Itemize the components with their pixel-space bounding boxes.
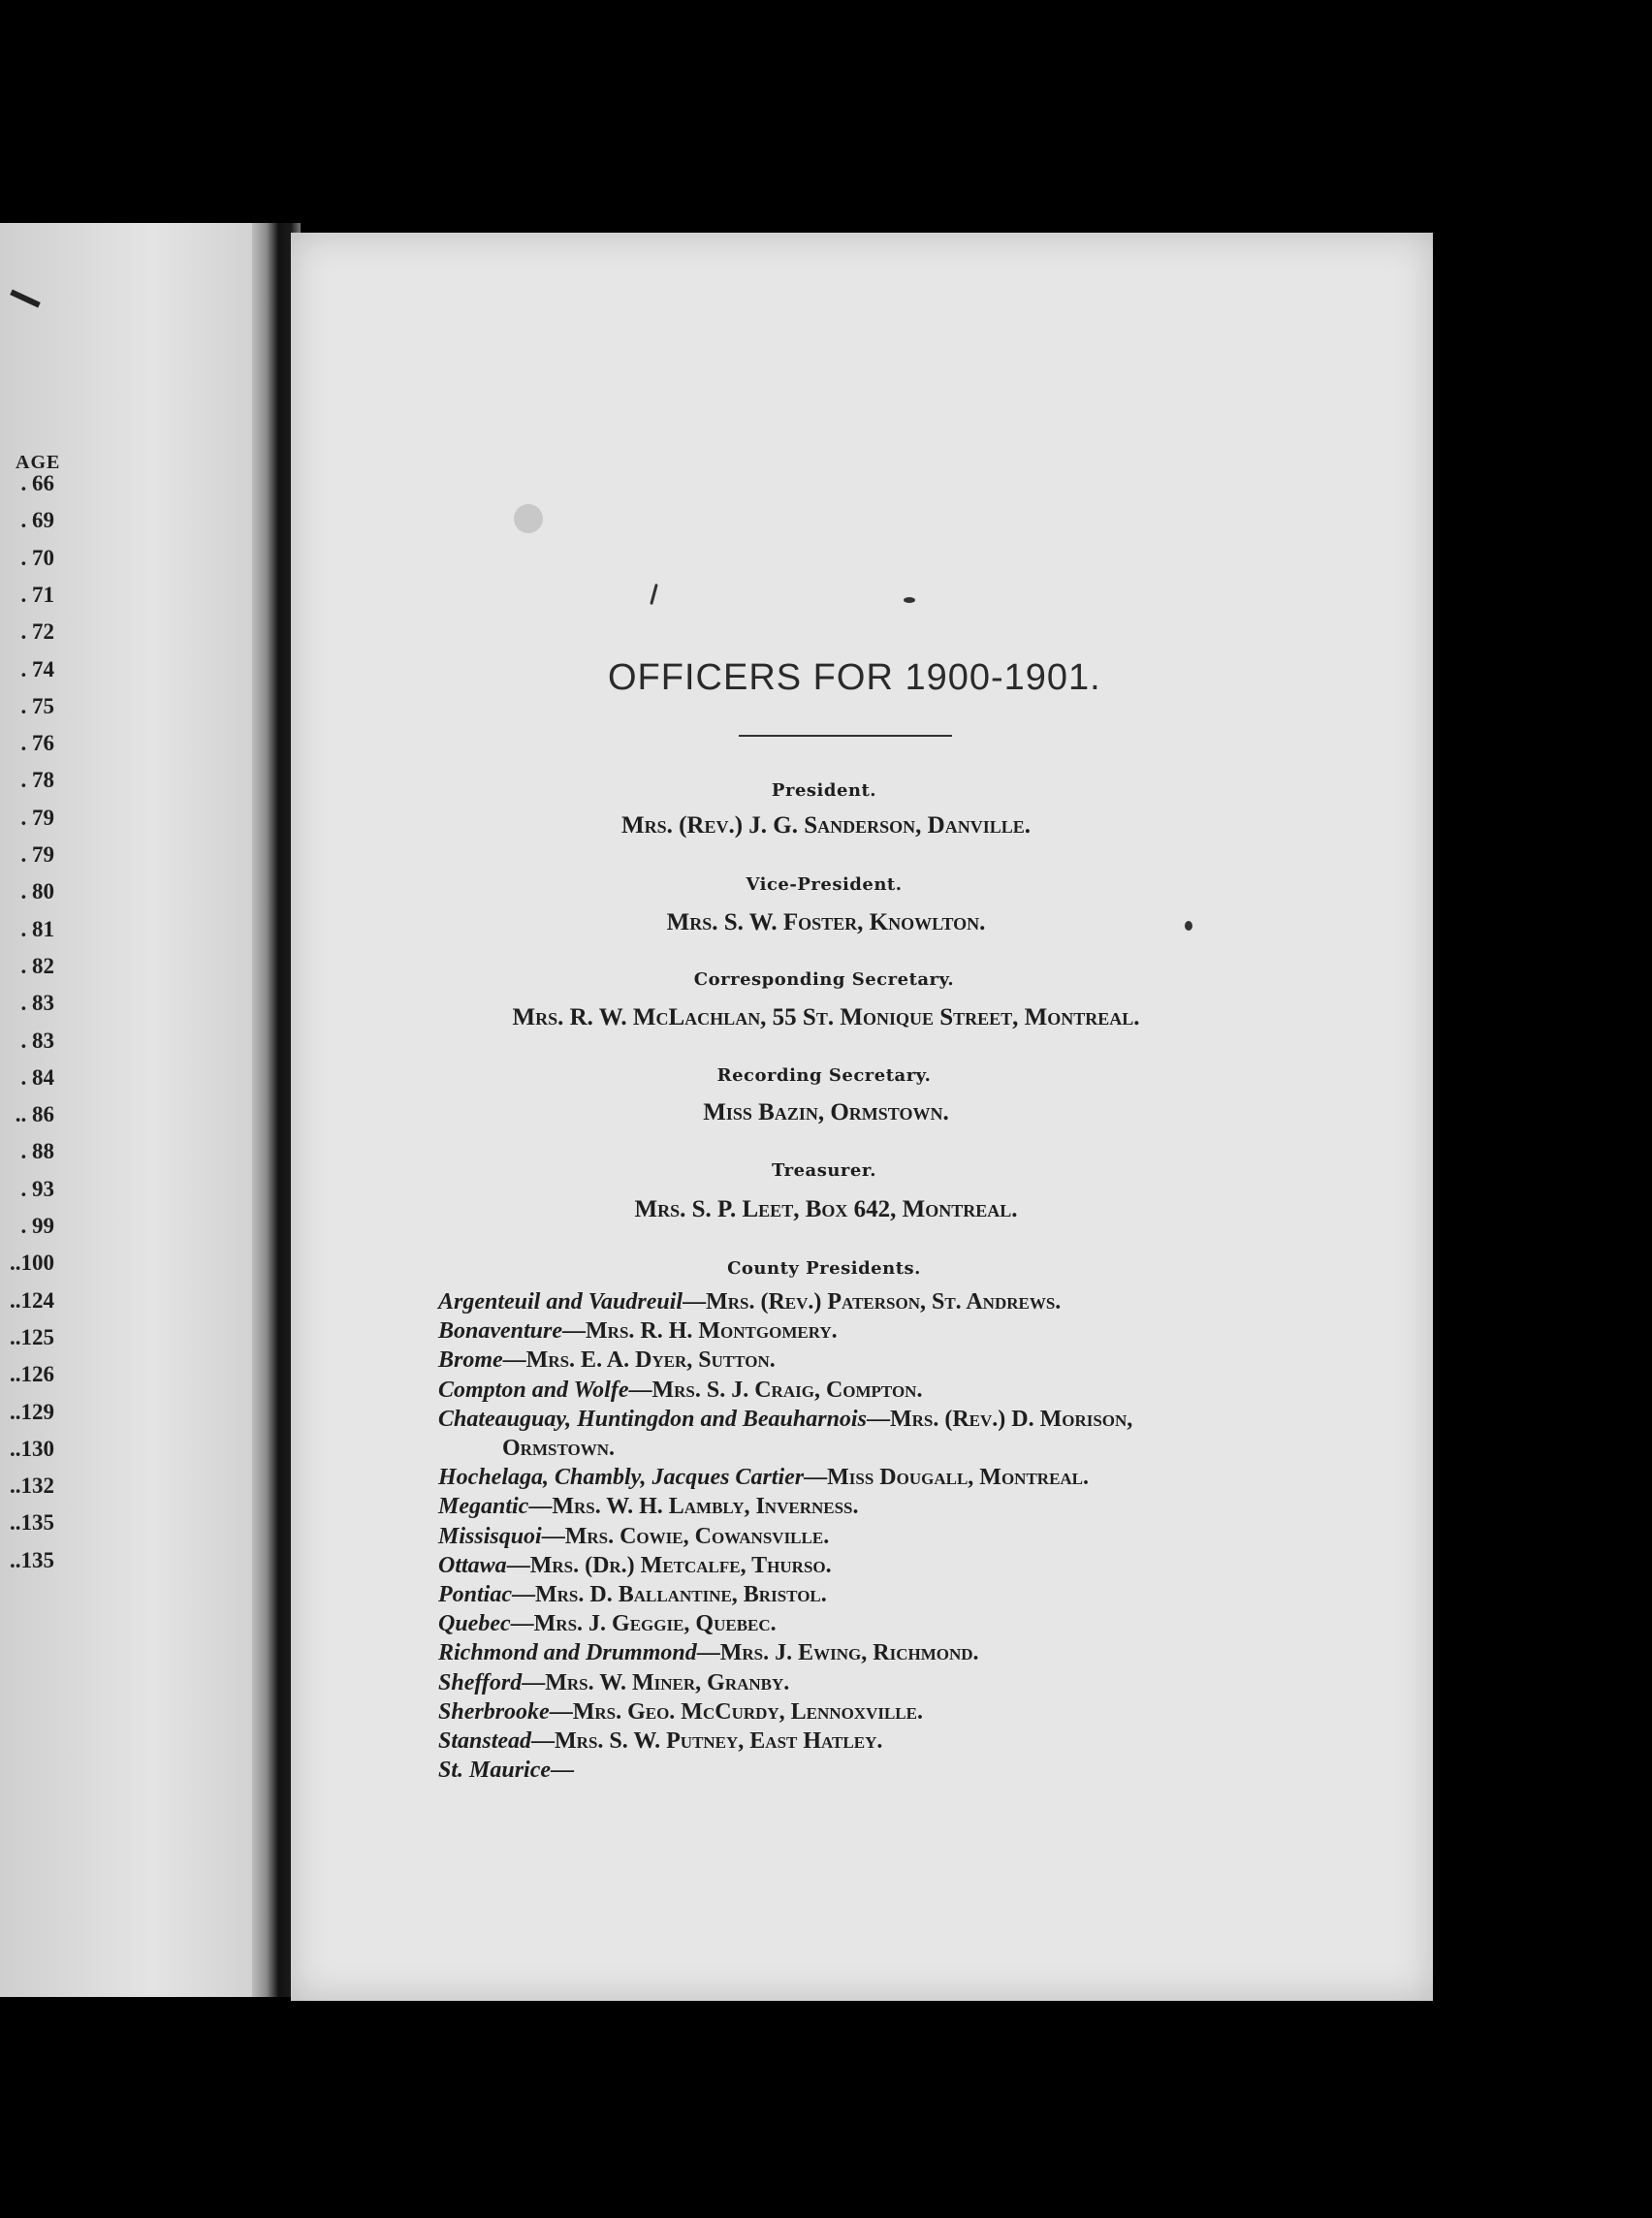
index-page-number: ..100 <box>10 1251 54 1276</box>
county-president-row <box>438 1318 838 1345</box>
county-name: Richmond and Drummond <box>438 1640 697 1666</box>
index-page-number: . 70 <box>20 545 54 570</box>
index-page-number: .. 86 <box>15 1102 54 1127</box>
county-name: Shefford <box>438 1669 523 1695</box>
county-name: Compton and Wolfe <box>438 1377 629 1403</box>
officer-heading-president: President. <box>771 780 877 801</box>
index-header: AGE <box>16 452 61 473</box>
index-page-number: . 81 <box>20 916 54 941</box>
page-title: OFFICERS FOR 1900-1901. <box>608 657 1101 698</box>
county-name: St. Maurice <box>438 1758 552 1784</box>
county-officer: —Mrs. (Rev.) Paterson, St. Andrews. <box>683 1289 1062 1315</box>
county-president-row <box>438 1670 789 1696</box>
officer-recording-secretary: Miss Bazin, Ormstown. <box>703 1099 949 1125</box>
officer-heading-corresponding-secretary: Corresponding Secretary. <box>693 969 955 990</box>
county-president-row <box>502 1436 615 1462</box>
county-officer: —Mrs. (Dr.) Metcalfe, Thurso. <box>506 1552 832 1578</box>
index-page-number: . 74 <box>20 656 54 681</box>
index-page-number: . 99 <box>20 1214 54 1238</box>
county-president-row <box>438 1378 922 1404</box>
index-page-number: . 75 <box>20 693 54 718</box>
stain <box>514 504 543 533</box>
index-page-number: . 76 <box>20 731 54 756</box>
index-page-number: . 66 <box>20 471 54 495</box>
county-presidents-heading: County Presidents. <box>727 1258 921 1279</box>
ink-speck <box>1185 921 1192 931</box>
county-name: Stanstead <box>438 1728 532 1754</box>
county-president-row <box>438 1640 979 1666</box>
county-officer: —Mrs. S. J. Craig, Compton. <box>628 1377 923 1403</box>
county-name: Bonaventure <box>438 1318 563 1345</box>
county-name: Pontiac <box>438 1582 512 1607</box>
county-officer: — <box>551 1758 575 1784</box>
index-page-number: . 79 <box>20 805 54 830</box>
index-page-number: . 83 <box>20 1028 54 1053</box>
title-rule <box>739 735 952 737</box>
index-page-number: . 82 <box>20 953 54 978</box>
county-officer: —Mrs. Cowie, Cowansville. <box>541 1523 830 1549</box>
index-page-number: ..135 <box>10 1510 54 1536</box>
index-page-number: ..124 <box>10 1287 54 1313</box>
county-president-row <box>438 1728 882 1755</box>
county-officer: —Mrs. J. Ewing, Richmond. <box>696 1640 979 1666</box>
index-page-number: ..132 <box>10 1473 54 1499</box>
county-president-row <box>438 1758 574 1784</box>
index-page-number: . 71 <box>20 582 54 607</box>
county-name: Sherbrooke <box>438 1698 550 1725</box>
county-president-row <box>438 1347 776 1374</box>
officer-vice-president: Mrs. S. W. Foster, Knowlton. <box>666 909 986 935</box>
county-officer: —Mrs. E. A. Dyer, Sutton. <box>502 1347 776 1374</box>
county-president-row <box>438 1553 832 1579</box>
ink-speck <box>904 597 915 603</box>
county-officer: —Mrs. Geo. McCurdy, Lennoxville. <box>549 1698 923 1725</box>
index-page-number: ..130 <box>10 1436 54 1461</box>
index-page-number: ..125 <box>10 1324 54 1349</box>
county-officer: —Mrs. (Rev.) D. Morison, <box>866 1406 1133 1432</box>
officer-heading-recording-secretary: Recording Secretary. <box>716 1065 932 1086</box>
index-page-number: . 72 <box>20 619 54 645</box>
county-officer: Ormstown. <box>502 1436 615 1461</box>
county-president-row <box>438 1465 1089 1491</box>
county-president-row <box>438 1699 923 1726</box>
county-name: Argenteuil and Vaudreuil <box>438 1289 683 1315</box>
county-president-row <box>438 1407 1132 1433</box>
county-name: Megantic <box>438 1494 529 1520</box>
index-page-number: . 78 <box>20 768 54 793</box>
county-president-row <box>438 1494 859 1520</box>
county-officer: —Mrs. S. W. Putney, East Hatley. <box>531 1728 883 1754</box>
index-page-number: . 88 <box>20 1139 54 1164</box>
index-page-number: ..126 <box>10 1362 54 1387</box>
county-officer: —Mrs. W. Miner, Granby. <box>522 1669 790 1695</box>
index-page-number: ..135 <box>10 1547 54 1572</box>
county-officer: —Mrs. R. H. Montgomery. <box>562 1318 838 1345</box>
county-president-row <box>438 1289 1061 1315</box>
county-name: Missisquoi <box>438 1523 542 1549</box>
index-page-number: . 84 <box>20 1064 54 1090</box>
index-page-number: . 93 <box>20 1176 54 1201</box>
county-officer: —Mrs. D. Ballantine, Bristol. <box>512 1582 827 1607</box>
county-president-row <box>438 1524 829 1550</box>
county-officer: —Miss Dougall, Montreal. <box>804 1465 1090 1491</box>
index-page-number: . 83 <box>20 991 54 1016</box>
officer-treasurer: Mrs. S. P. Leet, Box 642, Montreal. <box>634 1196 1018 1222</box>
county-name: Quebec <box>438 1611 511 1637</box>
index-page-number: . 80 <box>20 879 54 904</box>
index-page-number: . 79 <box>20 842 54 867</box>
county-officer: —Mrs. W. H. Lambly, Inverness. <box>528 1494 859 1520</box>
county-name: Chateauguay, Huntingdon and Beauharnois <box>438 1406 867 1432</box>
index-page-number: ..129 <box>10 1399 54 1424</box>
officer-heading-treasurer: Treasurer. <box>772 1160 876 1181</box>
county-name: Hochelaga, Chambly, Jacques Cartier <box>438 1465 805 1491</box>
county-name: Ottawa <box>438 1552 507 1578</box>
county-name: Brome <box>438 1347 503 1374</box>
county-president-row <box>438 1582 827 1608</box>
county-president-row <box>438 1611 777 1637</box>
officer-president: Mrs. (Rev.) J. G. Sanderson, Danville. <box>620 812 1031 839</box>
officer-heading-vice-president: Vice-President. <box>746 874 903 895</box>
officer-corresponding-secretary: Mrs. R. W. McLachlan, 55 St. Monique Street, Montreal. <box>512 1004 1140 1030</box>
index-page-number: . 69 <box>20 508 54 533</box>
county-officer: —Mrs. J. Geggie, Quebec. <box>510 1611 777 1637</box>
